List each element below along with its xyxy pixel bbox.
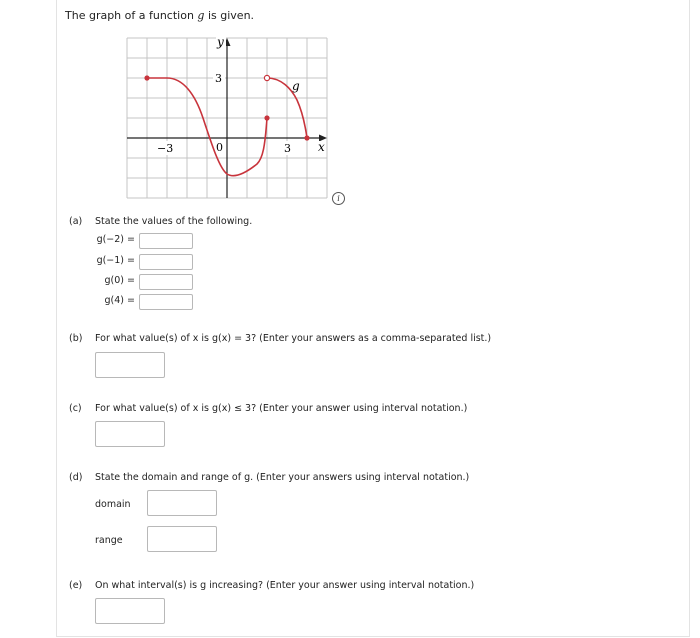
g-0-row bbox=[87, 275, 135, 289]
part-d-prompt: State the domain and range of g. (Enter your answers using interval notation.) bbox=[95, 472, 470, 483]
g-neg2-expr: g(−2) = bbox=[96, 234, 135, 245]
part-e-prompt: On what interval(s) is g increasing? (Enter your answer using interval notation.) bbox=[95, 580, 475, 591]
part-a-label: (a) bbox=[69, 216, 83, 227]
endpoint-closed-right bbox=[304, 135, 309, 140]
part-b-input[interactable] bbox=[95, 352, 165, 378]
g-0-expr: g(0) = bbox=[104, 275, 135, 286]
origin-label: 0 bbox=[216, 141, 223, 154]
part-d-label: (d) bbox=[69, 472, 83, 483]
x-axis-label: x bbox=[318, 140, 325, 154]
g-neg2-input[interactable] bbox=[139, 233, 193, 249]
endpoint-closed-mid bbox=[264, 115, 269, 120]
part-c-prompt: For what value(s) of x is g(x) ≤ 3? (Enter your answer using interval notation.) bbox=[95, 403, 468, 414]
g-neg1-row bbox=[87, 255, 135, 269]
g-4-input[interactable] bbox=[139, 294, 193, 310]
part-c-input[interactable] bbox=[95, 421, 165, 447]
intro-text-post: is given. bbox=[204, 9, 255, 22]
question-intro bbox=[65, 9, 254, 22]
range-label: range bbox=[95, 535, 123, 546]
range-input[interactable] bbox=[147, 526, 217, 552]
intro-text-pre: The graph of a function bbox=[65, 9, 198, 22]
part-b-label: (b) bbox=[69, 333, 83, 344]
endpoint-closed-left bbox=[144, 75, 149, 80]
y-axis-label: y bbox=[217, 36, 224, 49]
g-neg1-input[interactable] bbox=[139, 254, 193, 270]
info-icon[interactable]: i bbox=[332, 192, 345, 205]
part-a-prompt: State the values of the following. bbox=[95, 216, 253, 227]
domain-input[interactable] bbox=[147, 490, 217, 516]
part-c-label: (c) bbox=[69, 403, 82, 414]
g-neg2-row bbox=[87, 234, 135, 248]
part-e-input[interactable] bbox=[95, 598, 165, 624]
endpoint-open-mid bbox=[264, 75, 269, 80]
question-panel bbox=[56, 0, 690, 637]
part-e-label: (e) bbox=[69, 580, 83, 591]
part-b-prompt: For what value(s) of x is g(x) = 3? (Enter your answers as a comma-separated list.) bbox=[95, 333, 492, 344]
x-tick-label-3: 3 bbox=[284, 142, 291, 155]
g-0-input[interactable] bbox=[139, 274, 193, 290]
g-4-row bbox=[87, 295, 135, 309]
y-tick-label-3: 3 bbox=[215, 72, 222, 85]
domain-label: domain bbox=[95, 499, 131, 510]
g-neg1-expr: g(−1) = bbox=[96, 255, 135, 266]
function-graph bbox=[125, 36, 329, 200]
x-tick-label-neg3: −3 bbox=[157, 142, 174, 155]
intro-function-name: g bbox=[197, 9, 205, 22]
curve-label: g bbox=[292, 79, 300, 93]
g-4-expr: g(4) = bbox=[104, 295, 135, 306]
